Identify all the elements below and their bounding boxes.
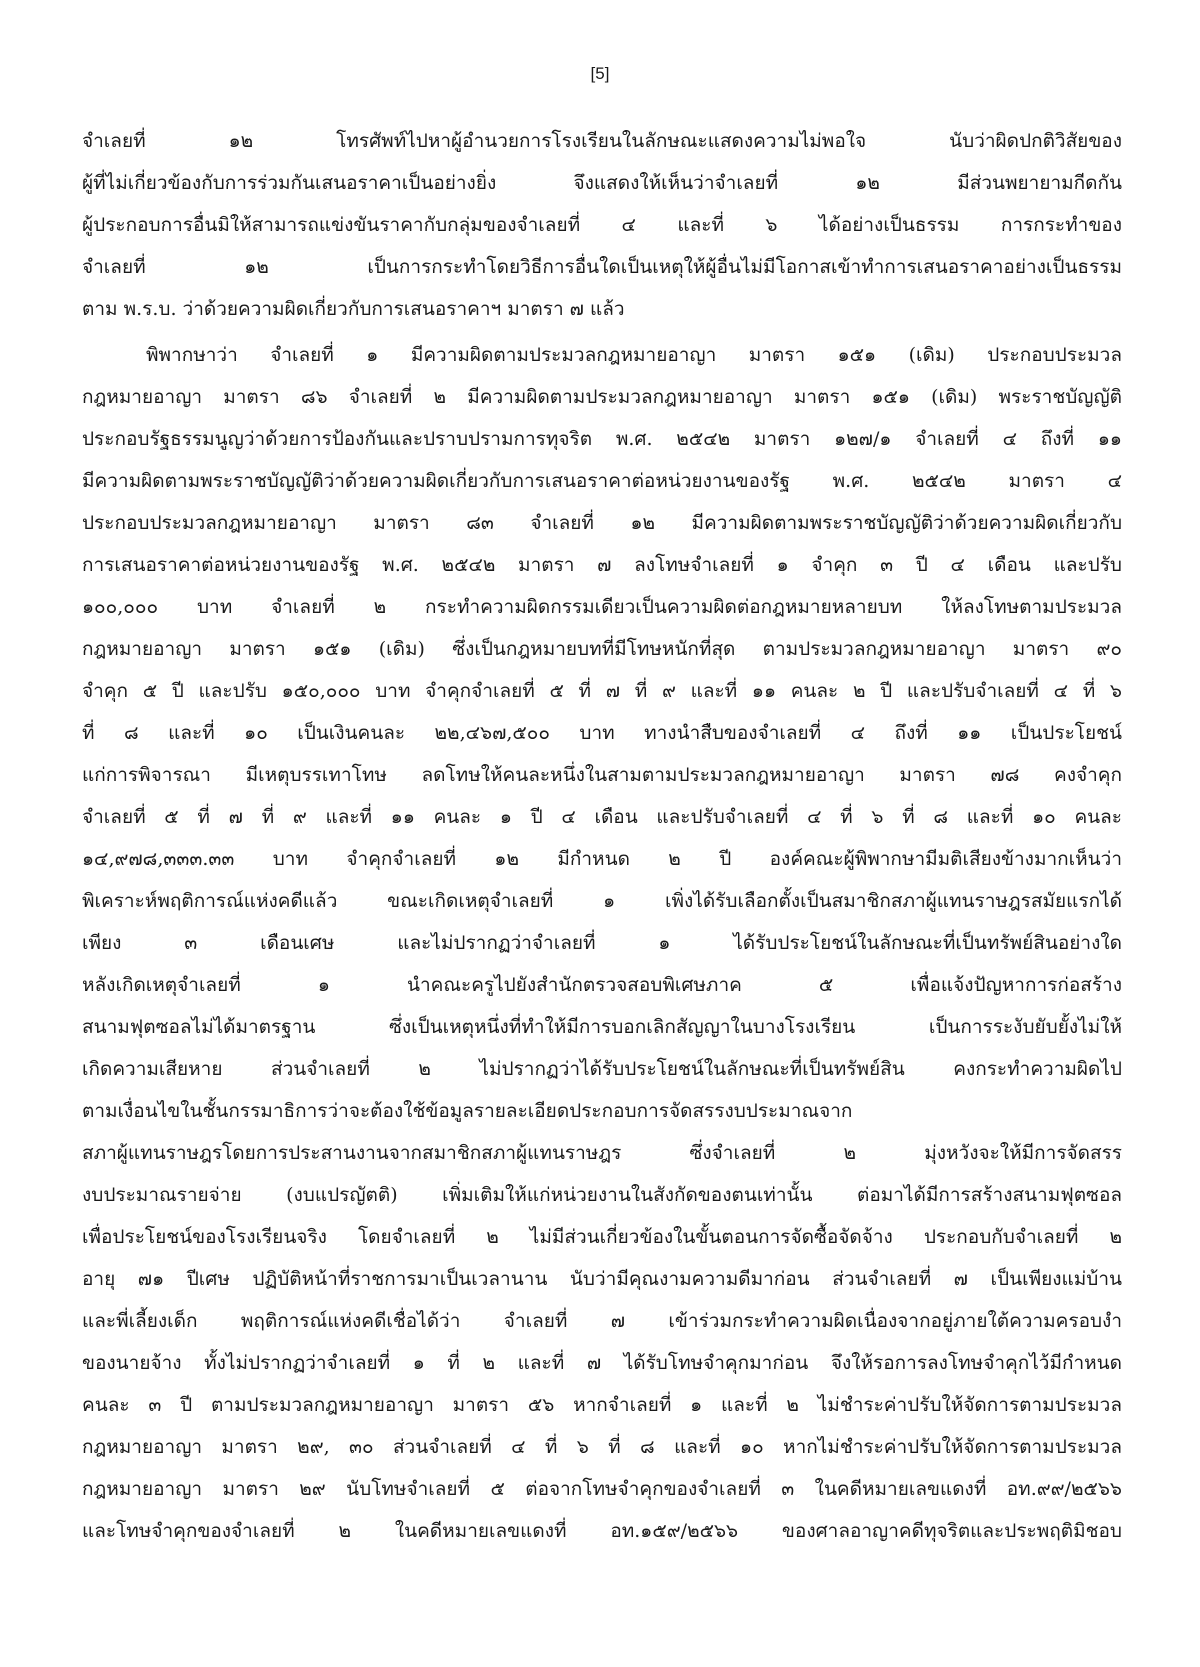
- paragraph-line: กฎหมายอาญา มาตรา ๒๙, ๓๐ ส่วนจำเลยที่ ๔ ที่ ๖ ที่ ๘ และที่ ๑๐ หากไม่ชำระค่าปรับให้จัดการตามประมวล: [82, 1436, 1122, 1458]
- paragraph-1: [82, 120, 1122, 330]
- paragraph-line: กฎหมายอาญา มาตรา ๑๕๑ (เดิม) ซึ่งเป็นกฎหมายบทที่มีโทษหนักที่สุด ตามประมวลกฎหมายอาญา มาตรา ๙๐: [82, 638, 1122, 660]
- paragraph-line: เพียง ๓ เดือนเศษ และไม่ปรากฏว่าจำเลยที่ ๑ ได้รับประโยชน์ในลักษณะที่เป็นทรัพย์สินอย่างใด: [82, 932, 1122, 954]
- paragraph-line: ที่ ๘ และที่ ๑๐ เป็นเงินคนละ ๒๒,๔๖๗,๕๐๐ บาท ทางนำสืบของจำเลยที่ ๔ ถึงที่ ๑๑ เป็นประโยชน์: [82, 722, 1122, 744]
- paragraph-line: เพื่อประโยชน์ของโรงเรียนจริง โดยจำเลยที่ ๒ ไม่มีส่วนเกี่ยวข้องในขั้นตอนการจัดซื้อจัดจ้าง ประกอบกับจำเลยที่ ๒: [82, 1226, 1122, 1248]
- paragraph-line: สนามฟุตซอลไม่ได้มาตรฐาน ซึ่งเป็นเหตุหนึ่งที่ทำให้มีการบอกเลิกสัญญาในบางโรงเรียน เป็นการระงับยับยั้งไม่ให้: [82, 1016, 1122, 1038]
- paragraph-line: จำคุก ๕ ปี และปรับ ๑๕๐,๐๐๐ บาท จำคุกจำเลยที่ ๕ ที่ ๗ ที่ ๙ และที่ ๑๑ คนละ ๒ ปี และปรับจำเลยที่ ๔ ที่ ๖: [82, 680, 1122, 702]
- paragraph-line: ๑๐๐,๐๐๐ บาท จำเลยที่ ๒ กระทำความผิดกรรมเดียวเป็นความผิดต่อกฎหมายหลายบท ให้ลงโทษตามประมวล: [82, 596, 1122, 618]
- paragraph-line: มีความผิดตามพระราชบัญญัติว่าด้วยความผิดเกี่ยวกับการเสนอราคาต่อหน่วยงานของรัฐ พ.ศ. ๒๕๔๒ มาตรา ๔: [82, 470, 1122, 492]
- paragraph-line: ตาม พ.ร.บ. ว่าด้วยความผิดเกี่ยวกับการเสนอราคาฯ มาตรา ๗ แล้ว: [82, 298, 625, 320]
- paragraph-2: [82, 334, 1122, 1552]
- paragraph-line: จำเลยที่ ๑๒ เป็นการกระทำโดยวิธีการอื่นใดเป็นเหตุให้ผู้อื่นไม่มีโอกาสเข้าทำการเสนอราคาอย่างเป็นธรรม: [82, 256, 1122, 278]
- paragraph-line: ผู้ที่ไม่เกี่ยวข้องกับการร่วมกันเสนอราคาเป็นอย่างยิ่ง จึงแสดงให้เห็นว่าจำเลยที่ ๑๒ มีส่วนพยายามกีดกัน: [82, 172, 1122, 194]
- page-number: [5]: [590, 64, 610, 83]
- paragraph-line: จำเลยที่ ๕ ที่ ๗ ที่ ๙ และที่ ๑๑ คนละ ๑ ปี ๔ เดือน และปรับจำเลยที่ ๔ ที่ ๖ ที่ ๘ และที่ ๑๐ คนละ: [82, 806, 1122, 828]
- paragraph-line: ตามเงื่อนไขในชั้นกรรมาธิการว่าจะต้องใช้ข้อมูลรายละเอียดประกอบการจัดสรรงบประมาณจาก: [82, 1100, 853, 1122]
- paragraph-line: เกิดความเสียหาย ส่วนจำเลยที่ ๒ ไม่ปรากฏว่าได้รับประโยชน์ในลักษณะที่เป็นทรัพย์สิน คงกระทำความผิดไป: [82, 1058, 1122, 1080]
- paragraph-line: ประกอบรัฐธรรมนูญว่าด้วยการป้องกันและปราบปรามการทุจริต พ.ศ. ๒๕๔๒ มาตรา ๑๒๗/๑ จำเลยที่ ๔ ถึงที่ ๑๑: [82, 428, 1122, 450]
- paragraph-line: และโทษจำคุกของจำเลยที่ ๒ ในคดีหมายเลขแดงที่ อท.๑๕๙/๒๕๖๖ ของศาลอาญาคดีทุจริตและประพฤติมิชอบ: [82, 1520, 1122, 1542]
- paragraph-line: คนละ ๓ ปี ตามประมวลกฎหมายอาญา มาตรา ๕๖ หากจำเลยที่ ๑ และที่ ๒ ไม่ชำระค่าปรับให้จัดการตามประมวล: [82, 1394, 1122, 1416]
- paragraph-line: หลังเกิดเหตุจำเลยที่ ๑ นำคณะครูไปยังสำนักตรวจสอบพิเศษภาค ๕ เพื่อแจ้งปัญหาการก่อสร้าง: [82, 974, 1122, 996]
- paragraph-line: จำเลยที่ ๑๒ โทรศัพท์ไปหาผู้อำนวยการโรงเรียนในลักษณะแสดงความไม่พอใจ นับว่าผิดปกติวิสัยของ: [82, 130, 1122, 152]
- paragraph-line: พิเคราะห์พฤติการณ์แห่งคดีแล้ว ขณะเกิดเหตุจำเลยที่ ๑ เพิ่งได้รับเลือกตั้งเป็นสมาชิกสภาผู้แทนราษฎรสมัยแรกได้: [82, 890, 1122, 912]
- paragraph-line: และพี่เลี้ยงเด็ก พฤติการณ์แห่งคดีเชื่อได้ว่า จำเลยที่ ๗ เข้าร่วมกระทำความผิดเนื่องจากอยู่ภายใต้ความครอบงำ: [82, 1310, 1122, 1332]
- paragraph-line: การเสนอราคาต่อหน่วยงานของรัฐ พ.ศ. ๒๕๔๒ มาตรา ๗ ลงโทษจำเลยที่ ๑ จำคุก ๓ ปี ๔ เดือน และปรับ: [82, 554, 1122, 576]
- paragraph-line: ของนายจ้าง ทั้งไม่ปรากฏว่าจำเลยที่ ๑ ที่ ๒ และที่ ๗ ได้รับโทษจำคุกมาก่อน จึงให้รอการลงโทษจำคุกไว้มีกำหนด: [82, 1352, 1122, 1374]
- paragraph-line: พิพากษาว่า จำเลยที่ ๑ มีความผิดตามประมวลกฎหมายอาญา มาตรา ๑๕๑ (เดิม) ประกอบประมวล: [146, 344, 1122, 366]
- paragraph-line: ผู้ประกอบการอื่นมิให้สามารถแข่งขันราคากับกลุ่มของจำเลยที่ ๔ และที่ ๖ ได้อย่างเป็นธรรม การกระทำของ: [82, 214, 1122, 236]
- paragraph-line: กฎหมายอาญา มาตรา ๘๖ จำเลยที่ ๒ มีความผิดตามประมวลกฎหมายอาญา มาตรา ๑๕๑ (เดิม) พระราชบัญญัติ: [82, 386, 1122, 408]
- paragraph-line: สภาผู้แทนราษฎรโดยการประสานงานจากสมาชิกสภาผู้แทนราษฎร ซึ่งจำเลยที่ ๒ มุ่งหวังจะให้มีการจัดสรร: [82, 1142, 1122, 1164]
- paragraph-line: ประกอบประมวลกฎหมายอาญา มาตรา ๘๓ จำเลยที่ ๑๒ มีความผิดตามพระราชบัญญัติว่าด้วยความผิดเกี่ยวกับ: [82, 512, 1122, 534]
- paragraph-line: แก่การพิจารณา มีเหตุบรรเทาโทษ ลดโทษให้คนละหนึ่งในสามตามประมวลกฎหมายอาญา มาตรา ๗๘ คงจำคุก: [82, 764, 1122, 786]
- paragraph-line: กฎหมายอาญา มาตรา ๒๙ นับโทษจำเลยที่ ๕ ต่อจากโทษจำคุกของจำเลยที่ ๓ ในคดีหมายเลขแดงที่ อท.๙๙/๒๕๖๖: [82, 1478, 1122, 1500]
- paragraph-line: งบประมาณรายจ่าย (งบแปรญัตติ) เพิ่มเติมให้แก่หน่วยงานในสังกัดของตนเท่านั้น ต่อมาได้มีการสร้างสนามฟุตซอล: [82, 1184, 1122, 1206]
- paragraph-line: ๑๔,๙๗๘,๓๓๓.๓๓ บาท จำคุกจำเลยที่ ๑๒ มีกำหนด ๒ ปี องค์คณะผู้พิพากษามีมติเสียงข้างมากเห็นว่า: [82, 848, 1122, 870]
- paragraph-line: อายุ ๗๑ ปีเศษ ปฏิบัติหน้าที่ราชการมาเป็นเวลานาน นับว่ามีคุณงามความดีมาก่อน ส่วนจำเลยที่ ๗ เป็นเพียงแม่บ้าน: [82, 1268, 1122, 1290]
